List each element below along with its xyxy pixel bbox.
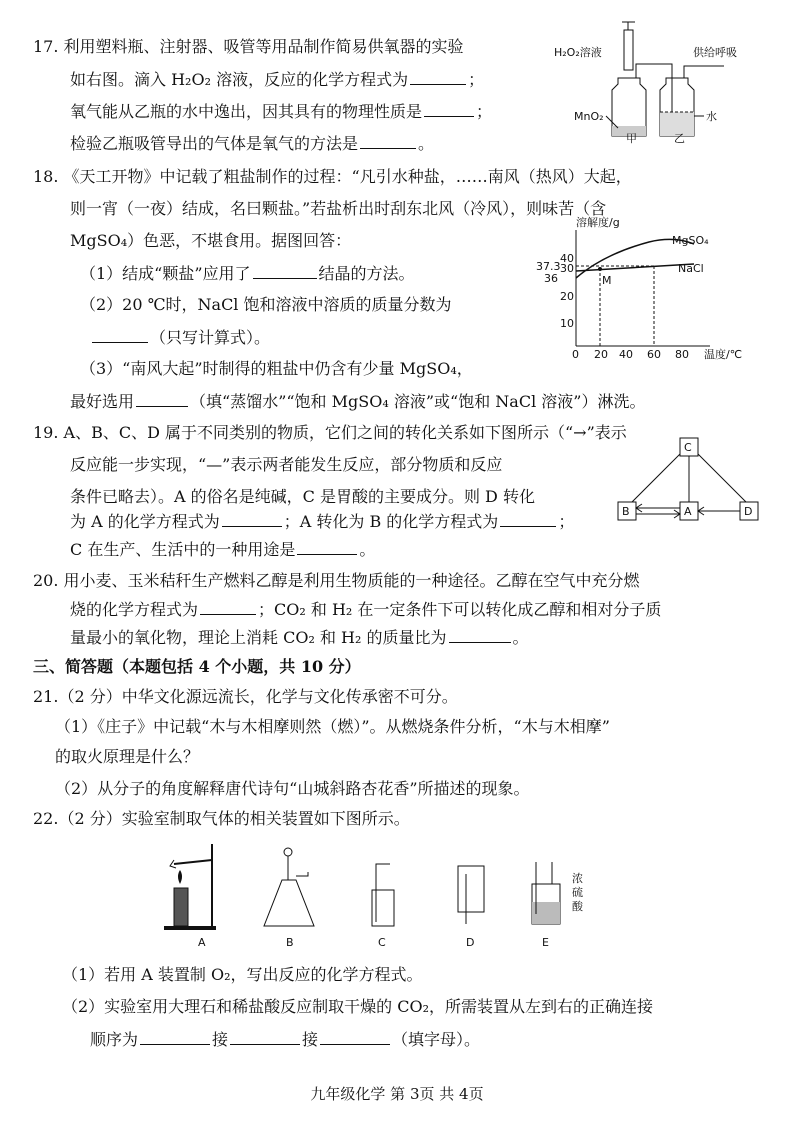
q19-text: 。 xyxy=(359,540,376,559)
answer-blank[interactable] xyxy=(320,1028,390,1045)
answer-blank[interactable] xyxy=(230,1028,300,1045)
xtick-40: 40 xyxy=(619,348,633,361)
q18-text: （只写计算式）。 xyxy=(150,328,271,347)
q18-text: 结晶的方法。 xyxy=(318,264,415,283)
page-footer: 九年级化学 第 3页 共 4页 xyxy=(310,1085,484,1103)
apparatus-d-label: D xyxy=(466,936,475,949)
apparatus-b-label: B xyxy=(286,936,294,949)
xtick-0: 0 xyxy=(572,348,579,361)
q18-sub1 xyxy=(80,262,415,285)
ytick-20: 20 xyxy=(560,290,574,303)
q22-text: 顺序为 xyxy=(90,1030,139,1049)
acid-label-1: 浓 xyxy=(572,872,583,885)
q19-line2: 反应能一步实现，“—”表示两者能发生反应，部分物质和反应 xyxy=(70,455,503,474)
apparatus-a-icon xyxy=(164,844,216,930)
q19-text: ；A 转化为 B 的化学方程式为 xyxy=(283,512,499,531)
apparatus-e-icon xyxy=(532,862,560,924)
q22-sub1: （1）若用 A 装置制 O₂，写出反应的化学方程式。 xyxy=(62,965,423,984)
mno2-label: MnO₂ xyxy=(574,110,604,123)
q18-sub3: （3）“南风大起”时制得的粗盐中仍含有少量 MgSO₄， xyxy=(80,359,473,378)
q20-line2 xyxy=(70,598,661,621)
q19-line1: 19. A、B、C、D 属于不同类别的物质，它们之间的转化关系如下图所示（“→”表示 xyxy=(33,423,627,442)
h2o2-label: H₂O₂溶液 xyxy=(554,46,602,59)
apparatus-e-label: E xyxy=(542,936,549,949)
q18-sub3b xyxy=(70,390,645,413)
q20-text: 。 xyxy=(512,628,529,647)
answer-blank[interactable] xyxy=(410,68,466,85)
point-m-label: M xyxy=(602,274,612,287)
q22-text: 接 xyxy=(302,1030,319,1049)
q17-text: 。 xyxy=(418,134,435,153)
jia-label: 甲 xyxy=(626,132,637,145)
apparatus-c-label: C xyxy=(378,936,386,949)
q22-sub2: （2）实验室用大理石和稀盐酸反应制取干燥的 CO₂，所需装置从左到右的正确连接 xyxy=(62,997,654,1016)
q20-text: 量最小的氧化物，理论上消耗 CO₂ 和 H₂ 的质量比为 xyxy=(70,628,447,647)
water-label: 水 xyxy=(706,110,717,123)
answer-blank[interactable] xyxy=(140,1028,210,1045)
q20-text: ；CO₂ 和 H₂ 在一定条件下可以转化成乙醇和相对分子质 xyxy=(258,600,662,619)
q17-text: 检验乙瓶吸管导出的气体是氧气的方法是 xyxy=(70,134,359,153)
ytick-40: 40 xyxy=(560,252,574,265)
lab-apparatus-figure xyxy=(160,840,600,952)
q20-line1: 20. 用小麦、玉米秸秆生产燃料乙醇是利用生物质能的一种途径。乙醇在空气中充分燃 xyxy=(33,571,640,590)
acid-label-3: 酸 xyxy=(572,900,583,913)
q19-line5 xyxy=(70,538,375,561)
xtick-80: 80 xyxy=(675,348,689,361)
answer-blank[interactable] xyxy=(500,510,556,527)
q19-line4 xyxy=(70,510,574,533)
q21-line4: （2）从分子的角度解释唐代诗句“山城斜路杏花香”所描述的现象。 xyxy=(55,779,530,798)
ytick-10: 10 xyxy=(560,317,574,330)
q18-text: 最好选用 xyxy=(70,392,135,411)
section-3-heading: 三、简答题（本题包括 4 个小题，共 10 分） xyxy=(33,657,361,676)
q18-text: （1）结成“颗盐”应用了 xyxy=(80,264,251,283)
q21-line1: 21.（2 分）中华文化源远流长，化学与文化传承密不可分。 xyxy=(33,687,458,706)
q22-text: 接 xyxy=(212,1030,229,1049)
answer-blank[interactable] xyxy=(222,510,282,527)
q18-text: （填“蒸馏水”“饱和 MgSO₄ 溶液”或“饱和 NaCl 溶液”）淋洗。 xyxy=(190,392,646,411)
q20-line3 xyxy=(70,626,529,649)
supply-label: 供给呼吸 xyxy=(693,46,737,59)
q18-line2: 则一宵（一夜）结成，名曰颗盐。”若盐析出时刮东北风（冷风），则味苦（含 xyxy=(70,199,607,218)
q19-text: ； xyxy=(558,512,575,531)
answer-blank[interactable] xyxy=(424,100,474,117)
apparatus-d-icon xyxy=(458,866,484,924)
ytick-37.3: 37.3 xyxy=(536,260,561,273)
answer-blank[interactable] xyxy=(297,538,357,555)
q17-text: ； xyxy=(468,70,485,89)
apparatus-a-label: A xyxy=(198,936,206,949)
graph-xlabel: 温度/℃ xyxy=(704,348,743,361)
q18-line3: MgSO₄）色恶，不堪食用。据图回答： xyxy=(70,231,352,250)
ytick-36: 36 xyxy=(544,272,558,285)
node-c-label: C xyxy=(684,441,692,454)
answer-blank[interactable] xyxy=(360,132,416,149)
solubility-graph xyxy=(534,214,764,364)
conversion-diagram xyxy=(612,438,770,528)
series-mgso4-label: MgSO₄ xyxy=(672,234,709,247)
yi-label: 乙 xyxy=(674,132,685,145)
answer-blank[interactable] xyxy=(92,326,148,343)
answer-blank[interactable] xyxy=(449,626,511,643)
apparatus-c-icon xyxy=(372,864,394,926)
q17-text: ； xyxy=(476,102,493,121)
ytick-30: 30 xyxy=(560,262,574,275)
q17-line3 xyxy=(70,100,492,123)
q17-line1: 17. 利用塑料瓶、注射器、吸管等用品制作简易供氧器的实验 xyxy=(33,37,464,56)
q19-text: C 在生产、生活中的一种用途是 xyxy=(70,540,296,559)
q18-sub2: （2）20 ℃时，NaCl 饱和溶液中溶质的质量分数为 xyxy=(80,295,452,314)
answer-blank[interactable] xyxy=(200,598,256,615)
graph-ylabel: 溶解度/g xyxy=(576,216,620,229)
q17-text: 如右图。滴入 H₂O₂ 溶液，反应的化学方程式为 xyxy=(70,70,409,89)
q21-line3: 的取火原理是什么？ xyxy=(55,747,200,766)
oxygen-generator-figure xyxy=(548,22,763,150)
q22-line1: 22.（2 分）实验室制取气体的相关装置如下图所示。 xyxy=(33,809,410,828)
node-b-label: B xyxy=(622,505,630,518)
q22-text: （填字母）。 xyxy=(392,1030,481,1049)
q21-line2: （1）《庄子》中记载“木与木相摩则然（燃）”。从燃烧条件分析，“木与木相摩” xyxy=(55,717,610,736)
xtick-20: 20 xyxy=(594,348,608,361)
answer-blank[interactable] xyxy=(253,262,317,279)
q17-line2 xyxy=(70,68,484,91)
q17-line4 xyxy=(70,132,434,155)
q17-text: 氧气能从乙瓶的水中逸出，因其具有的物理性质是 xyxy=(70,102,423,121)
q22-sub2b xyxy=(90,1028,480,1051)
acid-label-2: 硫 xyxy=(572,886,583,899)
series-nacl-label: NaCl xyxy=(678,262,704,275)
q19-text: 为 A 的化学方程式为 xyxy=(70,512,220,531)
node-d-label: D xyxy=(744,505,753,518)
q18-sub2b xyxy=(90,326,270,349)
q20-text: 烧的化学方程式为 xyxy=(70,600,199,619)
apparatus-b-icon xyxy=(264,848,314,926)
syringe-icon xyxy=(624,30,633,70)
node-a-label: A xyxy=(684,505,692,518)
q18-line1: 18. 《天工开物》中记载了粗盐制作的过程：“凡引水种盐，……南风（热风）大起， xyxy=(33,167,632,186)
xtick-60: 60 xyxy=(647,348,661,361)
q19-line3: 条件已略去）。A 的俗名是纯碱，C 是胃酸的主要成分。则 D 转化 xyxy=(70,487,535,506)
answer-blank[interactable] xyxy=(136,390,188,407)
